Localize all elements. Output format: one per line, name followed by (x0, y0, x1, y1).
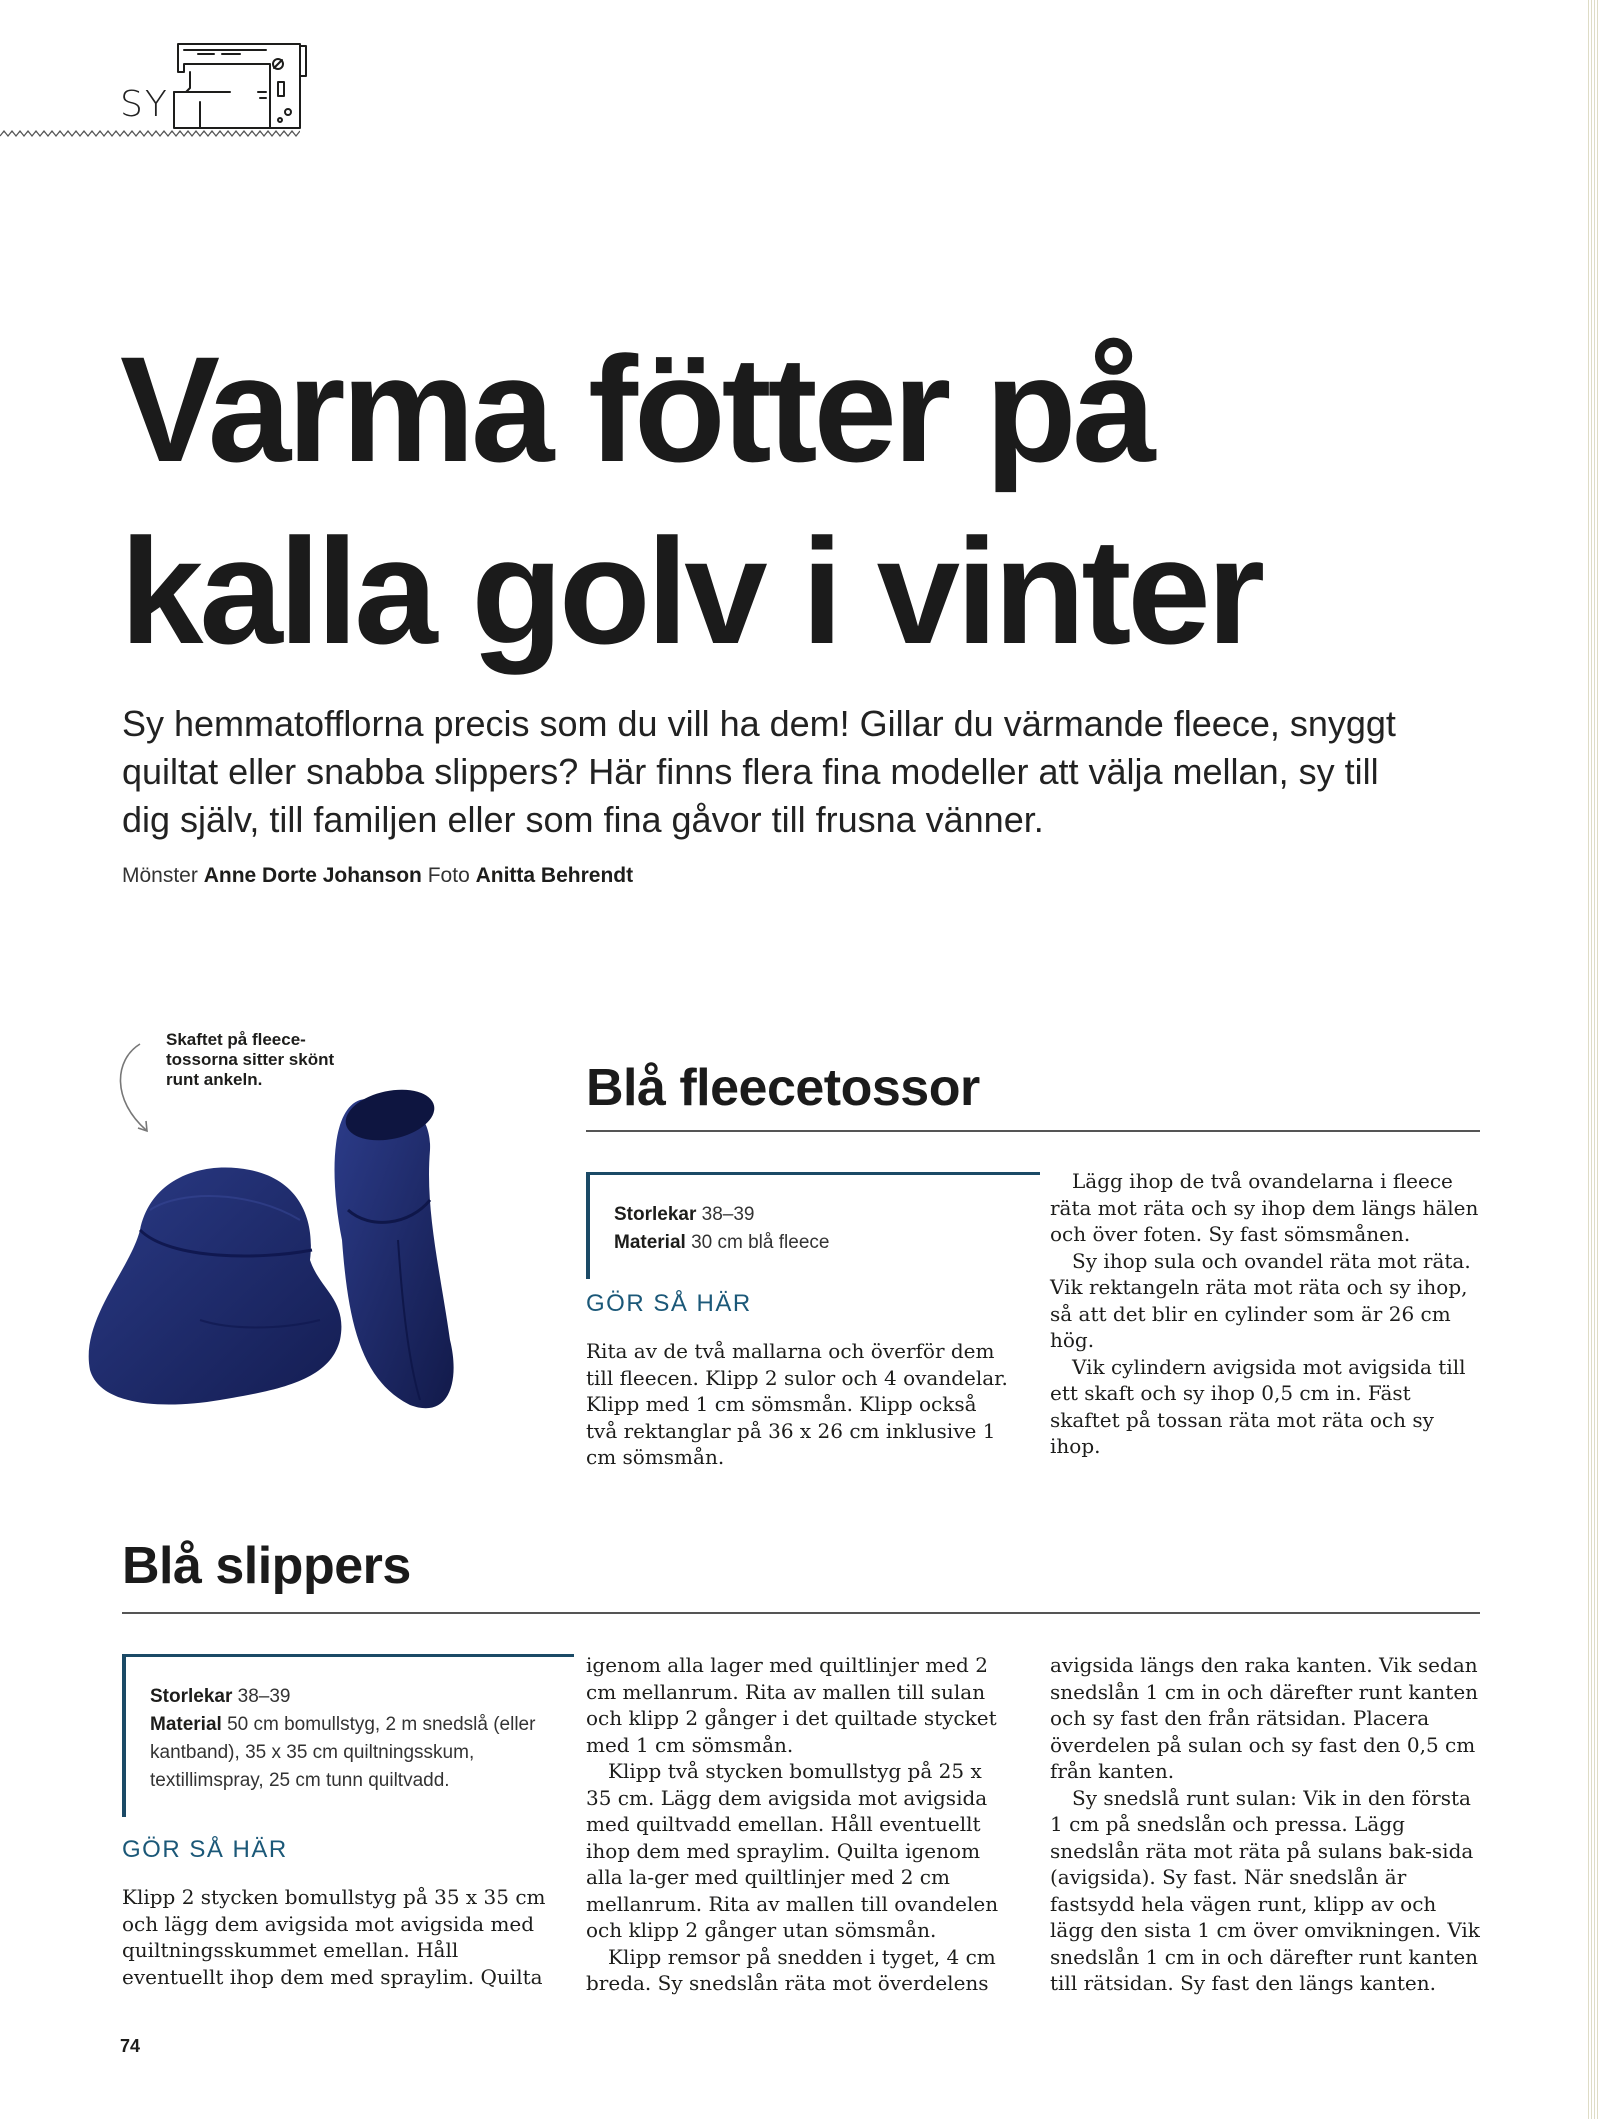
slippers-step-paragraph: Sy snedslå runt sulan: Vik in den första 1 cm på snedslån och pressa. Lägg snedslån räta mot räta på sulans bak-sida (avigsida). Sy fast. När snedslån är fastsydd hela vägen runt, klipp av och lägg den sista 1 cm över omvikningen. Vik snedslån 1 cm in och därefter runt kanten till rätsidan. Sy fast den längs kanten. (1050, 1785, 1480, 1995)
page-edge-strip (1588, 0, 1600, 2119)
slippers-step-paragraph: igenom alla lager med quiltlinjer med 2 cm mellanrum. Rita av mallen till sulan och klipp 2 gånger i det quiltade stycket med 1 cm sömsmån. (586, 1653, 997, 1757)
slippers-instructions-col3 (1050, 1652, 1480, 1997)
slippers-step-paragraph: Klipp två stycken bomullstyg på 25 x 35 cm. Lägg dem avigsida mot avigsida med quiltvadd emellan. Håll eventuellt ihop dem med spraylim. Quilta igenom alla la-ger med quiltlinjer med 2 cm mellanrum. Rita av mallen till ovandelen och klipp 2 gånger utan sömsmån. (586, 1759, 999, 1942)
fleece-sizes: Storlekar 38–39 (614, 1204, 755, 1225)
slippers-step-paragraph: avigsida längs den raka kanten. Vik sedan snedslån 1 cm in och därefter runt kanten och sy fast den från rätsidan. Placera överdelen på sulan och sy fast den 0,5 cm från kanten. (1050, 1653, 1479, 1783)
fleece-info-box (586, 1172, 1040, 1279)
fleece-steps-heading: GÖR SÅ HÄR (586, 1290, 752, 1317)
slippers-steps-heading: GÖR SÅ HÄR (122, 1836, 288, 1863)
slippers-info-box (122, 1654, 574, 1817)
fleece-slippers-photo (80, 1060, 480, 1420)
page-number: 74 (120, 2036, 141, 2056)
pattern-label: Mönster (122, 864, 198, 887)
title-line-1: Varma fötter på (120, 325, 1153, 493)
credits (122, 864, 633, 888)
photo-caption: Skaftet på fleece-tossorna sitter skönt runt ankeln. (166, 1030, 335, 1089)
slippers-heading-rule (122, 1612, 1480, 1614)
fleece-instructions-col2 (1050, 1168, 1480, 1460)
photo-label: Foto (427, 864, 470, 887)
slippers-instructions-col2 (586, 1652, 1012, 1997)
fleece-heading-rule (586, 1130, 1480, 1132)
title-line-2: kalla golv i vinter (120, 507, 1262, 675)
slippers-instructions-col1 (122, 1884, 550, 1990)
slippers-step-paragraph: Klipp remsor på snedden i tyget, 4 cm breda. Sy snedslån räta mot överdelens (586, 1944, 996, 1995)
slippers-heading: Blå slippers (122, 1537, 411, 1595)
fleece-material: Material 30 cm blå fleece (614, 1232, 830, 1253)
fleece-step-paragraph: Vik cylindern avigsida mot avigsida till ett skaft och sy ihop 0,5 cm in. Fäst skaftet på tossan räta mot räta och sy ihop. (1050, 1354, 1466, 1458)
slippers-step-paragraph: Klipp 2 stycken bomullstyg på 35 x 35 cm och lägg dem avigsida mot avigsida med quiltningsskummet emellan. Håll eventuellt ihop dem med spraylim. Quilta (122, 1885, 546, 1989)
pattern-author: Anne Dorte Johanson (203, 864, 422, 887)
fleece-step-paragraph: Sy ihop sula och ovandel räta mot räta. Vik rektangeln räta mot räta och sy ihop, så att det blir en cylinder som är 26 cm hög. (1050, 1248, 1471, 1352)
lead-paragraph: Sy hemmatofflorna precis som du vill ha dem! Gillar du värmande fleece, snyggt quiltat eller snabba slippers? Här finns flera fina modeller att välja mellan, sy till dig själv, till familjen eller som fina gåvor till frusna vänner. (122, 703, 1396, 840)
zigzag-rule (0, 128, 300, 140)
fleece-heading: Blå fleecetossor (586, 1059, 980, 1117)
fleece-step-paragraph: Lägg ihop de två ovandelarna i fleece räta mot räta och sy ihop dem längs hälen och över foten. Sy fast sömsmånen. (1050, 1169, 1479, 1246)
photographer: Anitta Behrendt (475, 864, 634, 887)
section-label: SY (120, 84, 169, 125)
slippers-sizes: Storlekar 38–39 (150, 1686, 291, 1707)
fleece-instructions-col1 (586, 1338, 1012, 1471)
page-title (120, 318, 1460, 682)
fleece-step-paragraph: Rita av de två mallarna och överför dem till fleecen. Klipp 2 sulor och 4 ovandelar. Klipp med 1 cm sömsmån. Klipp också två rektanglar på 36 x 26 cm inklusive 1 cm sömsmån. (586, 1339, 1008, 1469)
slippers-material: Material 50 cm bomullstyg, 2 m snedslå (eller kantband), 35 x 35 cm quiltningsskum, textillimspray, 25 cm tunn quiltvadd. (150, 1714, 536, 1791)
sewing-machine-icon (170, 36, 310, 136)
